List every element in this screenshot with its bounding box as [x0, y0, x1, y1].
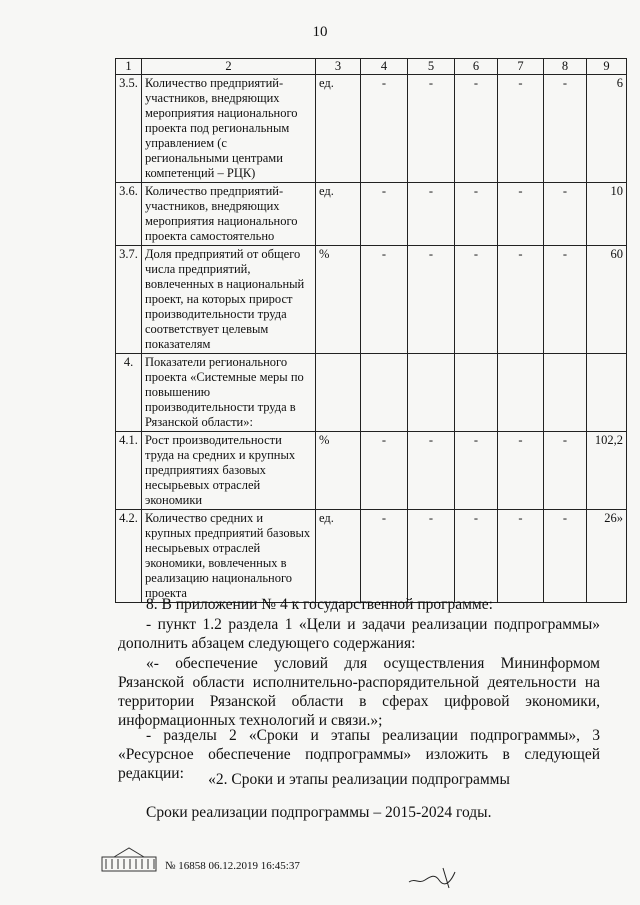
paragraph-sections-2-3: - разделы 2 «Сроки и этапы реализации подпрограммы», 3 «Ресурсное обеспечение подпрограммы» изложить в следующей редакции: [118, 727, 600, 782]
unit-cell: % [316, 432, 361, 510]
value-cell: - [361, 246, 408, 354]
unit-cell [316, 354, 361, 432]
header-cell: 4 [361, 59, 408, 75]
table-row [116, 354, 627, 432]
value-cell: - [408, 432, 455, 510]
paragraph-item-8: 8. В приложении № 4 к государственной программе: [146, 596, 493, 613]
value-cell: - [361, 183, 408, 246]
value-cell: - [408, 510, 455, 603]
value-cell: - [498, 510, 544, 603]
row-number: 3.6. [116, 183, 142, 246]
header-cell: 6 [455, 59, 498, 75]
value-cell: - [455, 510, 498, 603]
row-number: 4. [116, 354, 142, 432]
table-header-row [116, 59, 627, 75]
target-value-cell: 6 [587, 75, 627, 183]
header-cell: 8 [544, 59, 587, 75]
header-cell: 1 [116, 59, 142, 75]
header-cell: 7 [498, 59, 544, 75]
header-cell: 3 [316, 59, 361, 75]
indicator-name: Показатели регионального проекта «Системные меры по повышению производительности труда в Рязанской области»: [142, 354, 316, 432]
signature-icon [405, 860, 465, 890]
indicator-name: Доля предприятий от общего числа предприятий, вовлеченных в национальный проект, на которых прирост производительности труда соответствует целевым показателям [142, 246, 316, 354]
row-number: 4.2. [116, 510, 142, 603]
paragraph-added-text: «- обеспечение условий для осуществления Мининформом Рязанской области исполнительно-распорядительной деятельности на территории Рязанской области в сферах цифровой экономики, информационных технологий и связи.»; [118, 655, 600, 729]
value-cell: - [498, 183, 544, 246]
value-cell: - [544, 183, 587, 246]
paragraph-terms: Сроки реализации подпрограммы – 2015-2024 годы. [146, 804, 492, 821]
value-cell [544, 354, 587, 432]
value-cell: - [544, 246, 587, 354]
table-row [116, 75, 627, 183]
row-number: 3.5. [116, 75, 142, 183]
row-number: 3.7. [116, 246, 142, 354]
indicator-name: Количество предприятий-участников, внедряющих мероприятия национального проекта самостоятельно [142, 183, 316, 246]
page-number: 10 [312, 24, 328, 40]
unit-cell: ед. [316, 510, 361, 603]
value-cell: - [544, 432, 587, 510]
value-cell: - [455, 183, 498, 246]
header-cell: 2 [142, 59, 316, 75]
section-heading: «2. Сроки и этапы реализации подпрограммы [208, 771, 510, 788]
value-cell [498, 354, 544, 432]
header-cell: 9 [587, 59, 627, 75]
value-cell: - [408, 246, 455, 354]
value-cell: - [408, 183, 455, 246]
value-cell: - [361, 510, 408, 603]
table-row [116, 432, 627, 510]
target-value-cell: 10 [587, 183, 627, 246]
registration-number: № 16858 06.12.2019 16:45:37 [165, 860, 300, 872]
value-cell: - [455, 75, 498, 183]
target-value-cell: 26» [587, 510, 627, 603]
indicator-name: Рост производительности труда на средних и крупных предприятиях базовых несырьевых отраслей экономики [142, 432, 316, 510]
building-stamp-icon [100, 845, 158, 873]
value-cell: - [544, 75, 587, 183]
value-cell: - [361, 432, 408, 510]
row-number: 4.1. [116, 432, 142, 510]
table-row [116, 183, 627, 246]
value-cell [455, 354, 498, 432]
indicator-name: Количество средних и крупных предприятий базовых несырьевых отраслей экономики, вовлеченных в реализацию национального проекта [142, 510, 316, 603]
indicators-table [115, 58, 627, 603]
header-cell: 5 [408, 59, 455, 75]
value-cell: - [498, 75, 544, 183]
value-cell: - [408, 75, 455, 183]
target-value-cell [587, 354, 627, 432]
target-value-cell: 102,2 [587, 432, 627, 510]
value-cell: - [498, 246, 544, 354]
value-cell: - [544, 510, 587, 603]
value-cell: - [498, 432, 544, 510]
target-value-cell: 60 [587, 246, 627, 354]
paragraph-point-1-2: - пункт 1.2 раздела 1 «Цели и задачи реализации подпрограммы» дополнить абзацем следующего содержания: [118, 616, 600, 652]
unit-cell: % [316, 246, 361, 354]
value-cell: - [455, 246, 498, 354]
value-cell: - [361, 75, 408, 183]
table-row [116, 246, 627, 354]
unit-cell: ед. [316, 75, 361, 183]
indicator-name: Количество предприятий-участников, внедряющих мероприятия национального проекта под региональным управлением (с региональными центрами компетенций – РЦК) [142, 75, 316, 183]
value-cell [361, 354, 408, 432]
value-cell [408, 354, 455, 432]
table-row [116, 510, 627, 603]
unit-cell: ед. [316, 183, 361, 246]
value-cell: - [455, 432, 498, 510]
